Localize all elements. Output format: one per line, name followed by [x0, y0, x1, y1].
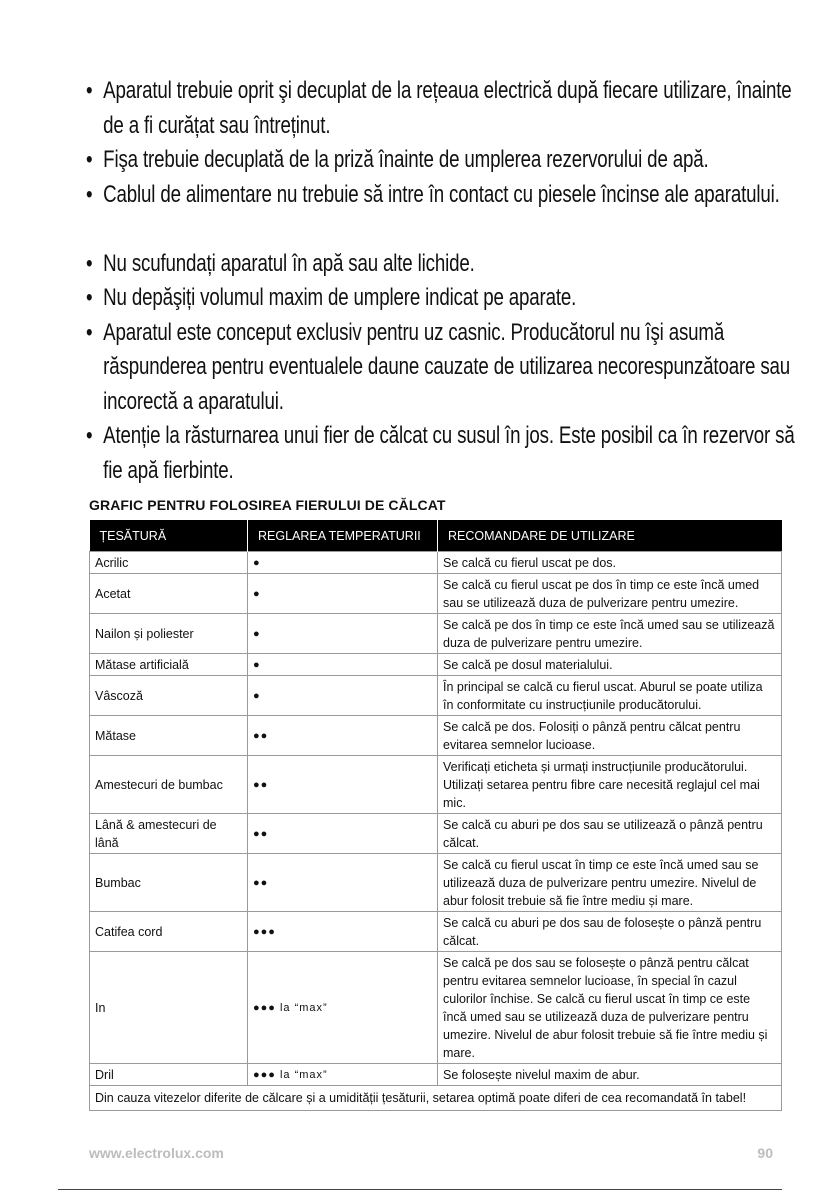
table-row: [90, 952, 782, 1064]
fabric-cell: Acetat: [90, 574, 248, 614]
fabric-cell: Amestecuri de bumbac: [90, 756, 248, 814]
recommendation-cell: Se calcă cu aburi pe dos sau de folosește o pânză pentru călcat.: [438, 912, 782, 952]
bullet-item: [86, 74, 802, 143]
recommendation-cell: Se calcă cu fierul uscat pe dos.: [438, 552, 782, 574]
table-row: [90, 574, 782, 614]
recommendation-cell: Se calcă cu fierul uscat pe dos în timp ce este încă umed sau se utilizează duza de pulverizare pentru umezire.: [438, 574, 782, 614]
table-row: [90, 614, 782, 654]
fabric-cell: Bumbac: [90, 854, 248, 912]
bullet-text: Nu scufundați aparatul în apă sau alte lichide.: [103, 249, 475, 277]
fabric-cell: Nailon și poliester: [90, 614, 248, 654]
bullet-item: [86, 247, 802, 282]
table-row: [90, 1064, 782, 1086]
bullet-dot: •: [86, 284, 93, 311]
header-recommendation: RECOMANDARE DE UTILIZARE: [438, 520, 782, 552]
bullet-text: Fişa trebuie decuplată de la priză înainte de umplerea rezervorului de apă.: [103, 146, 709, 173]
bullet-text: Aparatul este conceput exclusiv pentru uz casnic. Producătorul nu îşi asumă răspunderea pentru eventualele daune cauzate de utilizarea necorespunzătoare sau incorectă a aparatului.: [103, 318, 791, 415]
bullet-text: Aparatul trebuie oprit şi decuplat de la rețeaua electrică după fiecare utilizare, înainte de a fi curățat sau întreținut.: [103, 77, 792, 139]
recommendation-cell: Se folosește nivelul maxim de abur.: [438, 1064, 782, 1086]
bullet-item: [86, 281, 802, 316]
fabric-cell: Lână & amestecuri de lână: [90, 814, 248, 854]
temperature-cell: ●●● la “max”: [248, 1064, 438, 1086]
fabric-cell: Mătase: [90, 716, 248, 756]
fabric-cell: In: [90, 952, 248, 1064]
bullet-item: [86, 178, 802, 247]
bullet-item: [86, 316, 802, 420]
temperature-cell: ●: [248, 574, 438, 614]
bullet-dot: •: [86, 180, 93, 208]
bullet-dot: •: [86, 146, 93, 173]
recommendation-cell: Se calcă pe dos. Folosiți o pânză pentru călcat pentru evitarea semnelor lucioase.: [438, 716, 782, 756]
table-footnote: Din cauza vitezelor diferite de călcare și a umidității țesăturii, setarea optimă poate diferi de cea recomandată în tabel!: [90, 1086, 782, 1111]
fabric-cell: Vâscoză: [90, 676, 248, 716]
bullet-text: Cablul de alimentare nu trebuie să intre în contact cu piesele încinse ale aparatului.: [103, 180, 780, 208]
table-row: [90, 854, 782, 912]
table-header-row: [90, 520, 782, 552]
table-row: [90, 756, 782, 814]
header-fabric: ȚESĂTURĂ: [90, 520, 248, 552]
fabric-cell: Mătase artificială: [90, 654, 248, 676]
bullet-item: [86, 419, 802, 488]
temperature-cell: ●●: [248, 716, 438, 756]
footer-url: www.electrolux.com: [89, 1145, 224, 1161]
bullet-dot: •: [86, 318, 93, 346]
temperature-cell: ●●: [248, 854, 438, 912]
recommendation-cell: Se calcă cu fierul uscat în timp ce este încă umed sau se utilizează duza de pulverizare pentru umezire. Nivelul de abur folosit trebuie să fie între mediu și mare.: [438, 854, 782, 912]
bullet-dot: •: [86, 422, 93, 449]
page-number: 90: [757, 1145, 773, 1161]
temperature-cell: ●: [248, 654, 438, 676]
table-row: [90, 676, 782, 716]
temperature-cell: ●●● la “max”: [248, 952, 438, 1064]
fabric-cell: Catifea cord: [90, 912, 248, 952]
recommendation-cell: În principal se calcă cu fierul uscat. Aburul se poate utiliza în conformitate cu instrucțiunile producătorului.: [438, 676, 782, 716]
fabric-cell: Dril: [90, 1064, 248, 1086]
temperature-cell: ●●●: [248, 912, 438, 952]
table-row: [90, 716, 782, 756]
bullet-dot: •: [86, 77, 93, 104]
table-row: [90, 552, 782, 574]
bullet-text: Nu depăşiți volumul maxim de umplere indicat pe aparate.: [103, 284, 577, 311]
recommendation-cell: Se calcă pe dos sau se folosește o pânză pentru călcat pentru evitarea semnelor lucioase, în special în cazul culorilor închise. Se calcă cu fierul uscat în timp ce este încă umed sau se utilizează duza de pulverizare pentru umezire. Nivelul de abur folosit trebuie să fie între mediu și mare.: [438, 952, 782, 1064]
recommendation-cell: Se calcă pe dos în timp ce este încă umed sau se utilizează duza de pulverizare pentru umezire.: [438, 614, 782, 654]
table-row: [90, 814, 782, 854]
bullet-item: [86, 143, 802, 178]
table-row: [90, 912, 782, 952]
table-footnote-row: [90, 1086, 782, 1111]
bullet-dot: •: [86, 249, 93, 277]
section-title: GRAFIC PENTRU FOLOSIREA FIERULUI DE CĂLCAT: [89, 497, 446, 513]
bullet-text: Atenție la răsturnarea unui fier de călcat cu susul în jos. Este posibil ca în rezervor să fie apă fierbinte.: [103, 422, 795, 484]
temperature-cell: ●: [248, 552, 438, 574]
header-temperature: REGLAREA TEMPERATURII: [248, 520, 438, 552]
fabric-cell: Acrilic: [90, 552, 248, 574]
ironing-chart-table: [89, 520, 782, 1111]
temperature-cell: ●●: [248, 756, 438, 814]
recommendation-cell: Verificați eticheta și urmați instrucțiunile producătorului. Utilizați setarea pentru fibre care necesită reglajul cel mai mic.: [438, 756, 782, 814]
recommendation-cell: Se calcă cu aburi pe dos sau se utilizează o pânză pentru călcat.: [438, 814, 782, 854]
safety-bullet-list: [86, 74, 795, 488]
temperature-cell: ●●: [248, 814, 438, 854]
footer-divider: [58, 1189, 782, 1190]
temperature-cell: ●: [248, 676, 438, 716]
table-row: [90, 654, 782, 676]
recommendation-cell: Se calcă pe dosul materialului.: [438, 654, 782, 676]
temperature-cell: ●: [248, 614, 438, 654]
